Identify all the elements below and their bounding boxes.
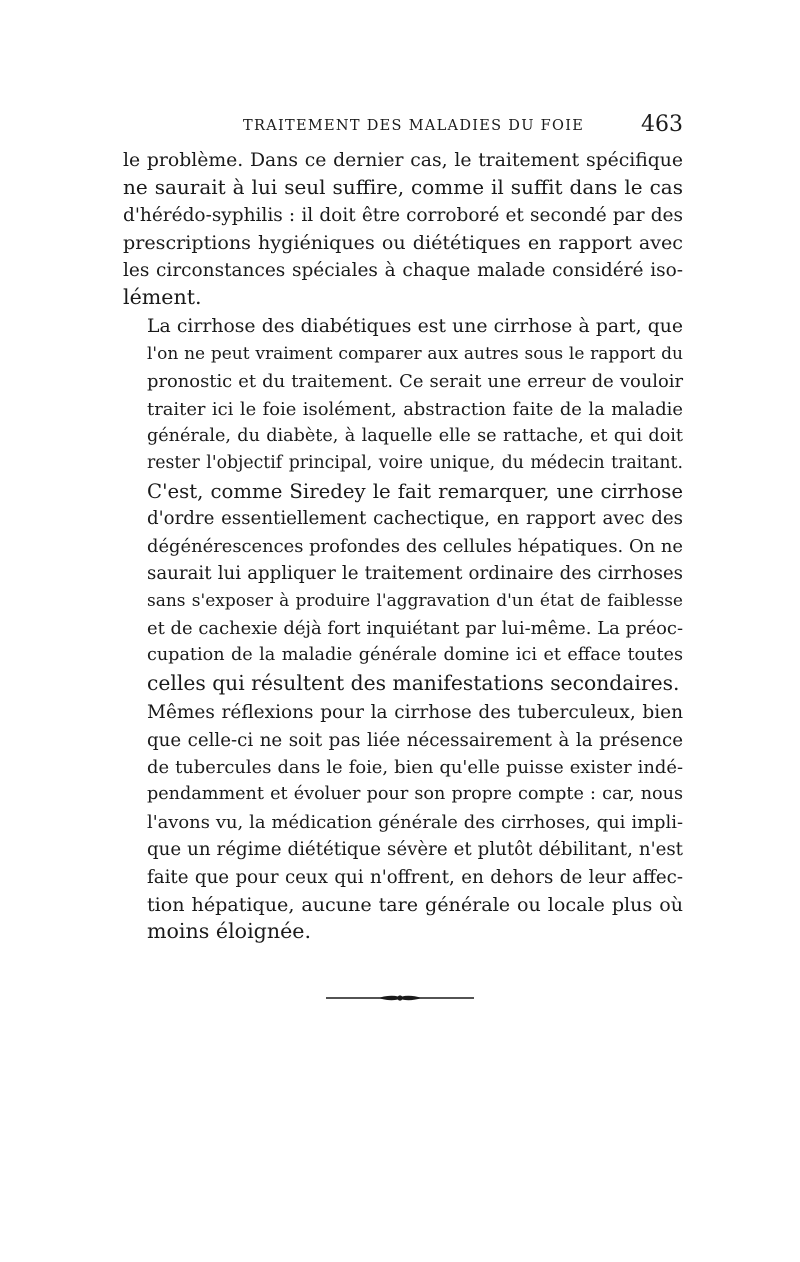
body-text xyxy=(123,147,683,948)
text-line: traiter ici le foie isolément, abstraction faite de la maladie xyxy=(147,398,683,420)
paragraph xyxy=(123,313,683,697)
text-line: dégénérescences profondes des cellules hépatiques. On ne xyxy=(147,535,683,557)
page-number: 463 xyxy=(641,112,683,137)
end-ornament xyxy=(326,992,474,1004)
text-line: faite que pour ceux qui n'offrent, en dehors de leur affec- xyxy=(147,866,683,888)
paragraph xyxy=(123,699,683,946)
text-line: moins éloignée. xyxy=(147,919,312,944)
paragraph xyxy=(123,147,683,311)
text-line: prescriptions hygiéniques ou diététiques en rapport avec xyxy=(123,231,683,255)
running-title: TRAITEMENT DES MALADIES DU FOIE xyxy=(243,118,585,134)
text-line: l'avons vu, la médication générale des cirrhoses, qui impli- xyxy=(147,811,683,833)
text-line: d'hérédo-syphilis : il doit être corroboré et secondé par des xyxy=(123,204,683,226)
text-line: générale, du diabète, à laquelle elle se rattache, et qui doit xyxy=(147,426,683,447)
text-line: C'est, comme Siredey le fait remarquer, une cirrhose xyxy=(147,479,683,503)
text-line: les circonstances spéciales à chaque malade considéré iso- xyxy=(123,259,683,281)
text-line: de tubercules dans le foie, bien qu'elle puisse exister indé- xyxy=(147,756,683,778)
running-head xyxy=(123,112,683,142)
text-line: Mêmes réflexions pour la cirrhose des tuberculeux, bien xyxy=(147,702,683,724)
text-line: d'ordre essentiellement cachectique, en rapport avec des xyxy=(147,508,683,530)
text-line: pendamment et évoluer pour son propre compte : car, nous xyxy=(147,784,683,805)
text-line: pronostic et du traitement. Ce serait une erreur de vouloir xyxy=(147,371,683,393)
text-line: que un régime diététique sévère et plutôt débilitant, n'est xyxy=(147,839,683,861)
text-line: l'on ne peut vraiment comparer aux autres sous le rapport du xyxy=(147,343,683,364)
text-line: lément. xyxy=(123,285,202,310)
text-line: saurait lui appliquer le traitement ordinaire des cirrhoses xyxy=(147,563,683,585)
text-line: sans s'exposer à produire l'aggravation d'un état de faiblesse xyxy=(147,590,683,611)
text-line: que celle-ci ne soit pas liée nécessairement à la présence xyxy=(147,729,683,751)
text-line: et de cachexie déjà fort inquiétant par lui-même. La préoc- xyxy=(147,617,683,639)
text-line: ne saurait à lui seul suffire, comme il suffit dans le cas xyxy=(123,175,683,200)
text-line: tion hépatique, aucune tare générale ou locale plus où xyxy=(147,892,683,916)
text-line: rester l'objectif principal, voire unique, du médecin traitant. xyxy=(147,453,683,474)
text-line: cupation de la maladie générale domine ici et efface toutes xyxy=(147,645,683,666)
text-line: le problème. Dans ce dernier cas, le traitement spécifique xyxy=(123,150,683,171)
text-line: La cirrhose des diabétiques est une cirrhose à part, que xyxy=(147,316,683,338)
text-line: celles qui résultent des manifestations secondaires. xyxy=(147,670,680,695)
